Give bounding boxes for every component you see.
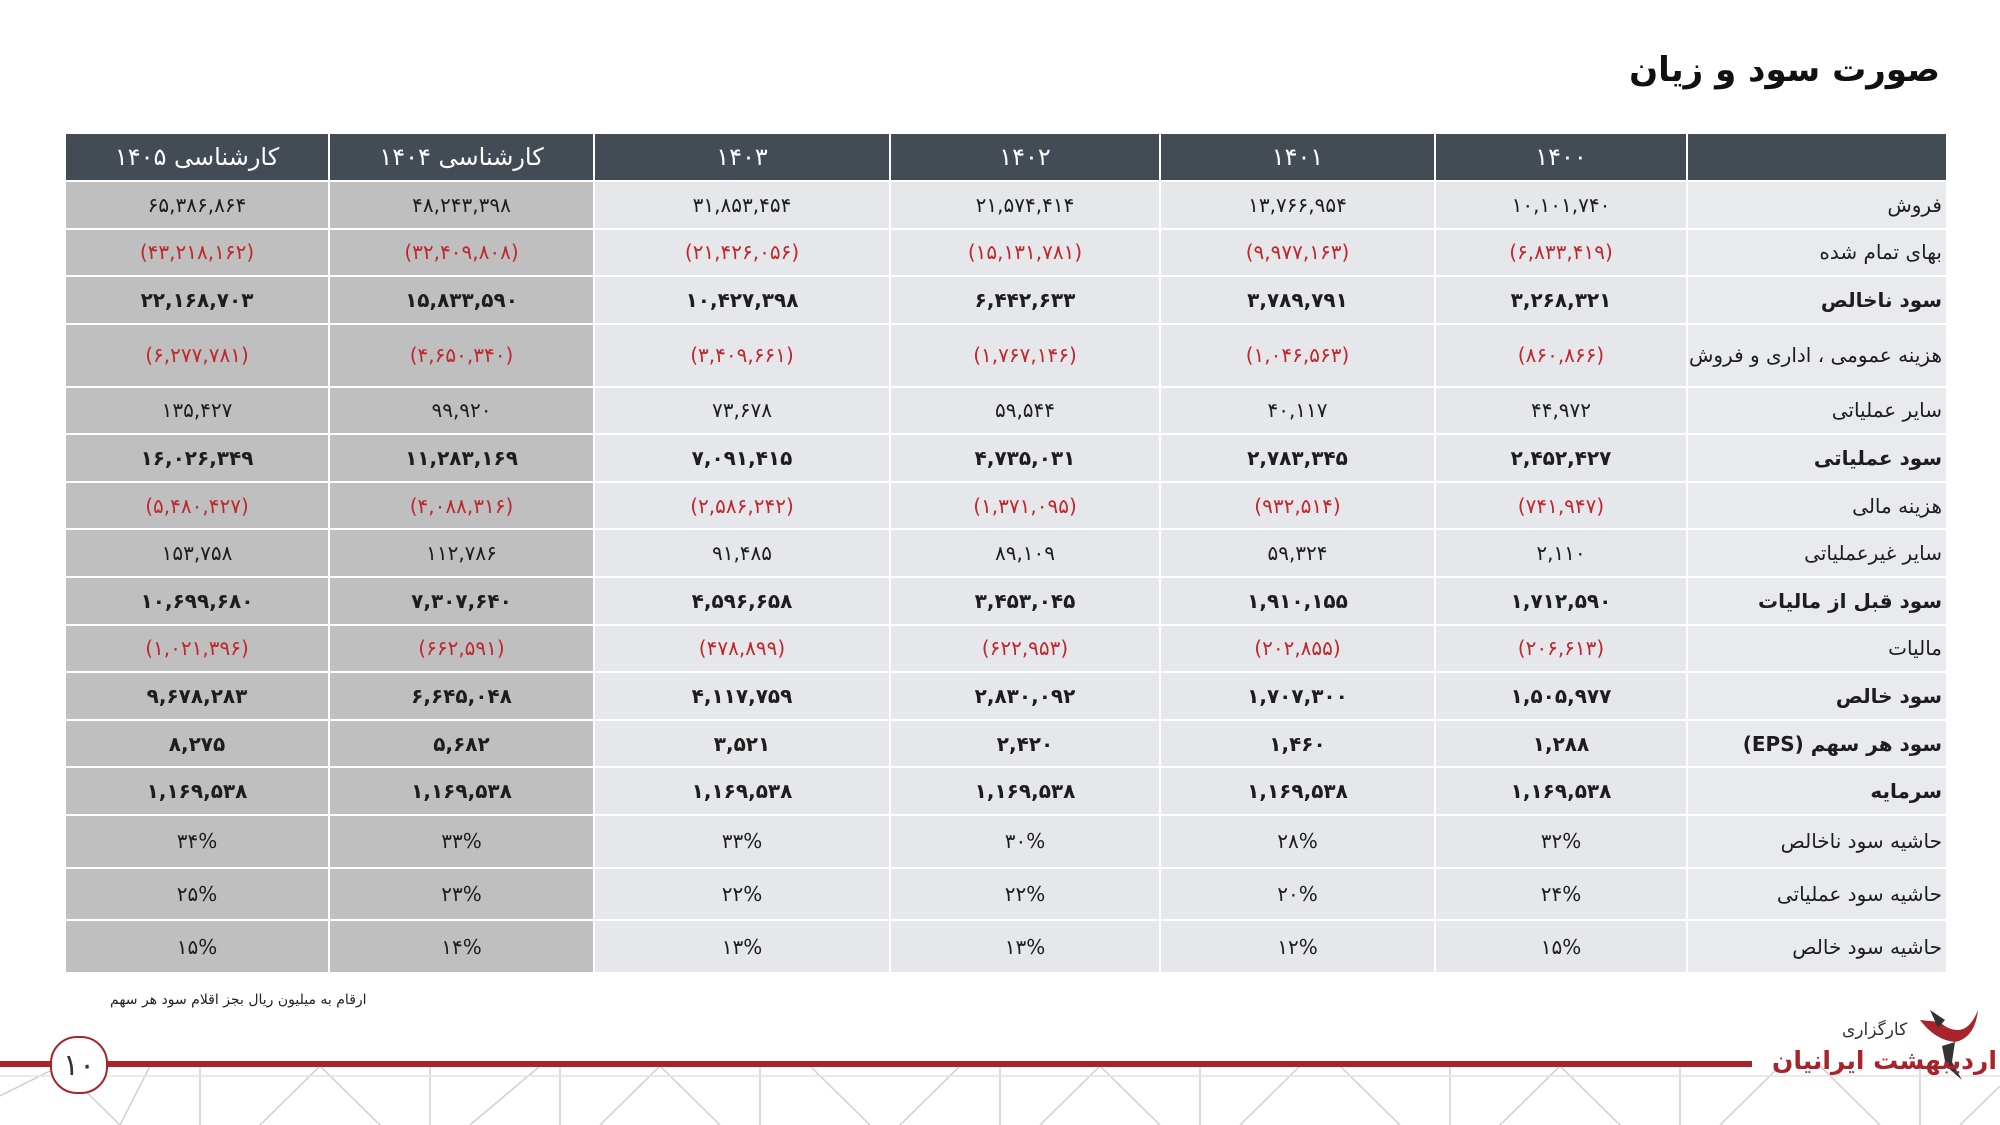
table-cell: (۳,۴۰۹,۶۶۱): [594, 324, 890, 387]
table-cell: ۹۹,۹۲۰: [329, 387, 594, 435]
table-cell: ۴۸,۲۴۳,۳۹۸: [329, 181, 594, 229]
row-label: سایر غیرعملیاتی: [1687, 529, 1947, 577]
table-cell: ۱۰,۴۲۷,۳۹۸: [594, 276, 890, 324]
bull-logo-icon: [1770, 1000, 1980, 1090]
table-cell: ۹,۶۷۸,۲۸۳: [65, 672, 329, 720]
table-cell: (۶,۸۳۳,۴۱۹): [1435, 229, 1687, 277]
table-cell: ۱,۵۰۵,۹۷۷: [1435, 672, 1687, 720]
table-row: [65, 229, 1947, 277]
table-cell: ۱,۱۶۹,۵۳۸: [329, 767, 594, 815]
row-label: سود خالص: [1687, 672, 1947, 720]
table-cell: ۲۲,۱۶۸,۷۰۳: [65, 276, 329, 324]
table-row: [65, 920, 1947, 973]
table-cell: ۱۱۲,۷۸۶: [329, 529, 594, 577]
table-cell: ۴,۵۹۶,۶۵۸: [594, 577, 890, 625]
table-cell: ۱۳%: [594, 920, 890, 973]
table-cell: ۲۲%: [594, 868, 890, 921]
logo-text-main: اردیبهشت ایرانیان: [1772, 1046, 1997, 1075]
table-cell: ۷,۰۹۱,۴۱۵: [594, 434, 890, 482]
table-cell: ۴,۷۳۵,۰۳۱: [890, 434, 1160, 482]
table-row: [65, 276, 1947, 324]
header-1401: ۱۴۰۱: [1160, 133, 1435, 181]
table-cell: ۳۲%: [1435, 815, 1687, 868]
header-1403: ۱۴۰۳: [594, 133, 890, 181]
table-cell: ۱۰,۱۰۱,۷۴۰: [1435, 181, 1687, 229]
table-cell: (۴,۰۸۸,۳۱۶): [329, 482, 594, 530]
page-number: ۱۰: [50, 1036, 108, 1094]
table-cell: (۶۲۲,۹۵۳): [890, 625, 1160, 673]
table-cell: (۱۵,۱۳۱,۷۸۱): [890, 229, 1160, 277]
table-cell: ۳۰%: [890, 815, 1160, 868]
row-label: سود هر سهم (EPS): [1687, 720, 1947, 768]
footer-accent-line: [0, 1061, 1752, 1067]
row-label: هزینه عمومی ، اداری و فروش: [1687, 324, 1947, 387]
table-cell: ۸,۲۷۵: [65, 720, 329, 768]
table-cell: ۲۳%: [329, 868, 594, 921]
table-cell: (۶,۲۷۷,۷۸۱): [65, 324, 329, 387]
table-cell: ۱۵%: [1435, 920, 1687, 973]
table-cell: (۲۱,۴۲۶,۰۵۶): [594, 229, 890, 277]
table-cell: ۵۹,۳۲۴: [1160, 529, 1435, 577]
table-cell: ۴۴,۹۷۲: [1435, 387, 1687, 435]
table-cell: ۳,۵۲۱: [594, 720, 890, 768]
table-cell: ۶۵,۳۸۶,۸۶۴: [65, 181, 329, 229]
table-cell: ۱,۱۶۹,۵۳۸: [1435, 767, 1687, 815]
row-label: فروش: [1687, 181, 1947, 229]
row-label: حاشیه سود خالص: [1687, 920, 1947, 973]
table-cell: (۲۰۲,۸۵۵): [1160, 625, 1435, 673]
table-cell: ۲,۴۲۰: [890, 720, 1160, 768]
table-row: [65, 387, 1947, 435]
table-cell: (۷۴۱,۹۴۷): [1435, 482, 1687, 530]
table-cell: ۱۳%: [890, 920, 1160, 973]
table-cell: (۱,۷۶۷,۱۴۶): [890, 324, 1160, 387]
income-statement-table: [64, 132, 1946, 974]
table-cell: ۸۹,۱۰۹: [890, 529, 1160, 577]
table-cell: ۱۵۳,۷۵۸: [65, 529, 329, 577]
table-cell: ۱۱,۲۸۳,۱۶۹: [329, 434, 594, 482]
table-cell: ۳۴%: [65, 815, 329, 868]
logo-text-top: کارگزاری: [1842, 1020, 1908, 1040]
table-cell: (۴۷۸,۸۹۹): [594, 625, 890, 673]
table-row: [65, 720, 1947, 768]
table-cell: (۹,۹۷۷,۱۶۳): [1160, 229, 1435, 277]
table-cell: ۱,۷۰۷,۳۰۰: [1160, 672, 1435, 720]
table-cell: ۱,۱۶۹,۵۳۸: [890, 767, 1160, 815]
table-cell: ۲۲%: [890, 868, 1160, 921]
header-1404-forecast: کارشناسی ۱۴۰۴: [329, 133, 594, 181]
table-cell: ۵۹,۵۴۴: [890, 387, 1160, 435]
table-cell: ۱,۱۶۹,۵۳۸: [594, 767, 890, 815]
table-row: [65, 868, 1947, 921]
table-cell: ۳۳%: [329, 815, 594, 868]
table-cell: ۱۳۵,۴۲۷: [65, 387, 329, 435]
row-label: سود ناخالص: [1687, 276, 1947, 324]
table-header-row: [65, 133, 1947, 181]
table-cell: ۹۱,۴۸۵: [594, 529, 890, 577]
table-cell: ۳,۷۸۹,۷۹۱: [1160, 276, 1435, 324]
table-row: [65, 815, 1947, 868]
table-cell: ۱۵%: [65, 920, 329, 973]
table-cell: (۱,۰۴۶,۵۶۳): [1160, 324, 1435, 387]
table-row: [65, 577, 1947, 625]
table-cell: ۱۰,۶۹۹,۶۸۰: [65, 577, 329, 625]
table-cell: ۲۸%: [1160, 815, 1435, 868]
table-row: [65, 529, 1947, 577]
table-cell: ۲,۷۸۳,۳۴۵: [1160, 434, 1435, 482]
table-cell: (۴,۶۵۰,۳۴۰): [329, 324, 594, 387]
table-cell: (۲۰۶,۶۱۳): [1435, 625, 1687, 673]
table-cell: ۲,۸۳۰,۰۹۲: [890, 672, 1160, 720]
table-cell: ۱۲%: [1160, 920, 1435, 973]
decorative-line-pattern: [0, 1066, 2000, 1125]
table-cell: (۵,۴۸۰,۴۲۷): [65, 482, 329, 530]
table-row: [65, 625, 1947, 673]
header-1405-forecast: کارشناسی ۱۴۰۵: [65, 133, 329, 181]
table-cell: ۶,۶۴۵,۰۴۸: [329, 672, 594, 720]
table-cell: (۱,۳۷۱,۰۹۵): [890, 482, 1160, 530]
table-cell: (۲,۵۸۶,۲۴۲): [594, 482, 890, 530]
table-cell: ۲۴%: [1435, 868, 1687, 921]
row-label: مالیات: [1687, 625, 1947, 673]
row-label: سود قبل از مالیات: [1687, 577, 1947, 625]
row-label: بهای تمام شده: [1687, 229, 1947, 277]
table-cell: ۱۵,۸۳۳,۵۹۰: [329, 276, 594, 324]
table-cell: ۱۶,۰۲۶,۳۴۹: [65, 434, 329, 482]
table-cell: ۱,۴۶۰: [1160, 720, 1435, 768]
table-cell: ۱,۹۱۰,۱۵۵: [1160, 577, 1435, 625]
row-label: هزینه مالی: [1687, 482, 1947, 530]
table-cell: ۶,۴۴۲,۶۳۳: [890, 276, 1160, 324]
table-row: [65, 434, 1947, 482]
table-cell: ۳,۴۵۳,۰۴۵: [890, 577, 1160, 625]
row-label: سرمایه: [1687, 767, 1947, 815]
table-row: [65, 767, 1947, 815]
header-label-col: [1687, 133, 1947, 181]
table-cell: ۴۰,۱۱۷: [1160, 387, 1435, 435]
table-cell: ۳,۲۶۸,۳۲۱: [1435, 276, 1687, 324]
table-cell: ۲,۴۵۲,۴۲۷: [1435, 434, 1687, 482]
table-row: [65, 324, 1947, 387]
row-label: سود عملیاتی: [1687, 434, 1947, 482]
row-label: سایر عملیاتی: [1687, 387, 1947, 435]
table-cell: (۸۶۰,۸۶۶): [1435, 324, 1687, 387]
table-row: [65, 482, 1947, 530]
table-cell: ۱,۱۶۹,۵۳۸: [1160, 767, 1435, 815]
table-cell: (۳۲,۴۰۹,۸۰۸): [329, 229, 594, 277]
table-cell: ۲,۱۱۰: [1435, 529, 1687, 577]
table-cell: ۷,۳۰۷,۶۴۰: [329, 577, 594, 625]
table-cell: ۷۳,۶۷۸: [594, 387, 890, 435]
table-cell: (۹۳۲,۵۱۴): [1160, 482, 1435, 530]
table-cell: ۲۰%: [1160, 868, 1435, 921]
table-cell: ۵,۶۸۲: [329, 720, 594, 768]
table-row: [65, 181, 1947, 229]
table-cell: ۱,۲۸۸: [1435, 720, 1687, 768]
header-1400: ۱۴۰۰: [1435, 133, 1687, 181]
footnote: ارقام به میلیون ریال بجز اقلام سود هر سهم: [110, 992, 367, 1008]
table-cell: ۱۳,۷۶۶,۹۵۴: [1160, 181, 1435, 229]
table-cell: ۳۳%: [594, 815, 890, 868]
table-cell: (۴۳,۲۱۸,۱۶۲): [65, 229, 329, 277]
table-cell: ۱,۷۱۲,۵۹۰: [1435, 577, 1687, 625]
table-cell: ۴,۱۱۷,۷۵۹: [594, 672, 890, 720]
table-cell: ۲۵%: [65, 868, 329, 921]
table-cell: (۱,۰۲۱,۳۹۶): [65, 625, 329, 673]
row-label: حاشیه سود عملیاتی: [1687, 868, 1947, 921]
row-label: حاشیه سود ناخالص: [1687, 815, 1947, 868]
table-cell: ۳۱,۸۵۳,۴۵۴: [594, 181, 890, 229]
table-cell: (۶۶۲,۵۹۱): [329, 625, 594, 673]
header-1402: ۱۴۰۲: [890, 133, 1160, 181]
table-cell: ۲۱,۵۷۴,۴۱۴: [890, 181, 1160, 229]
page-title: صورت سود و زیان: [1629, 50, 1940, 90]
table-row: [65, 672, 1947, 720]
table-cell: ۱۴%: [329, 920, 594, 973]
table-cell: ۱,۱۶۹,۵۳۸: [65, 767, 329, 815]
